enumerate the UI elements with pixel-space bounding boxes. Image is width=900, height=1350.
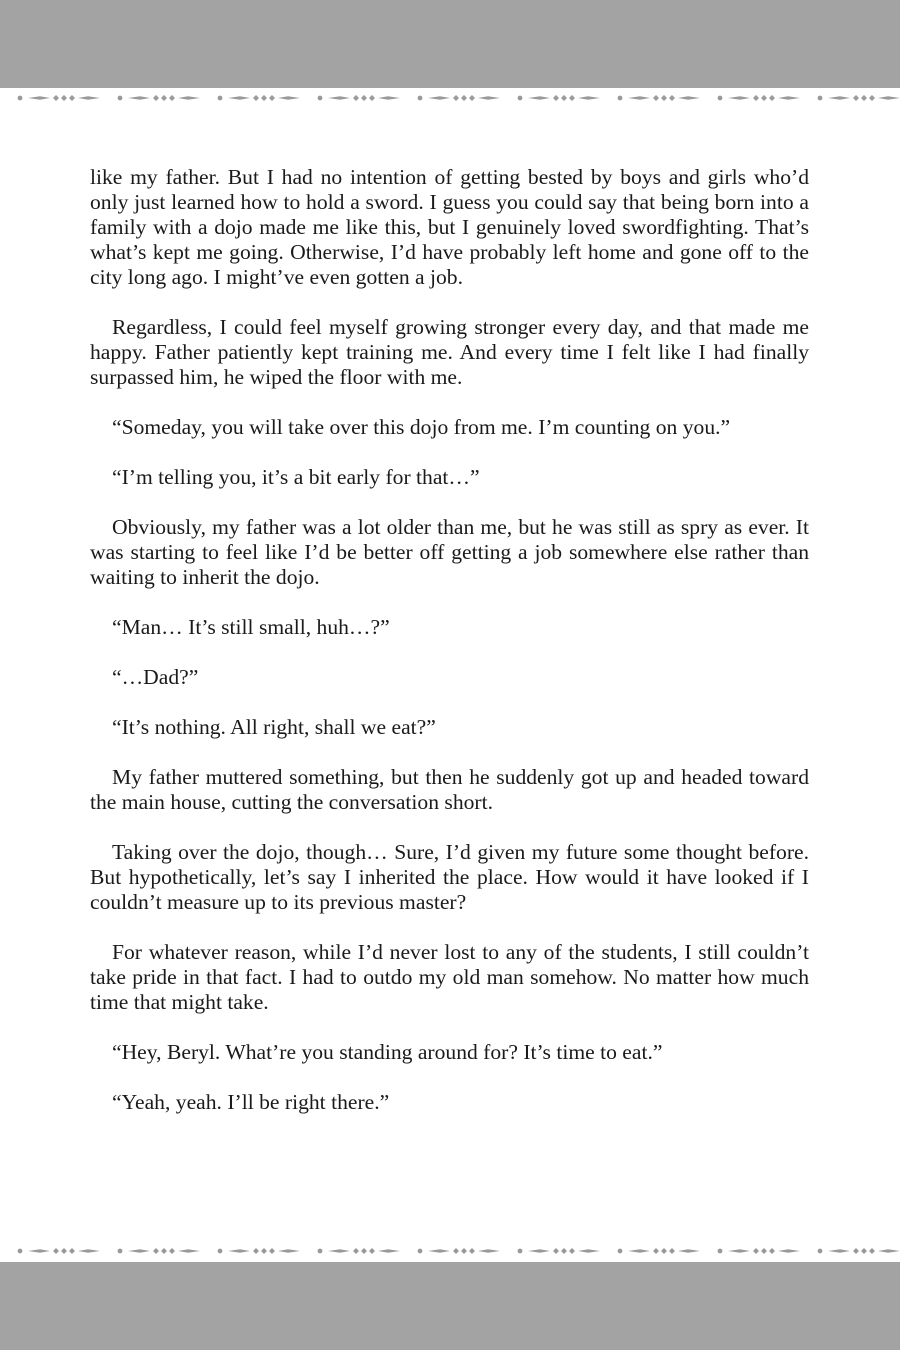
paragraph: My father muttered something, but then he suddenly got up and headed toward the main house, cutting the conversation short. (90, 765, 809, 814)
body-text (90, 165, 809, 1205)
paragraph: For whatever reason, while I’d never lost to any of the students, I still couldn’t take pride in that fact. I had to outdo my old man somehow. No matter how much time that might take. (90, 940, 809, 1014)
paragraph: “It’s nothing. All right, shall we eat?” (112, 715, 436, 739)
paragraph: “I’m telling you, it’s a bit early for that…” (112, 465, 480, 489)
paragraph: Taking over the dojo, though… Sure, I’d given my future some thought before. But hypothetically, let’s say I inherited the place. How would it have looked if I couldn’t measure up to its previous master? (90, 840, 809, 914)
paragraph: like my father. But I had no intention of getting bested by boys and girls who’d only just learned how to hold a sword. I guess you could say that being born into a family with a dojo made me like this, but I genuinely loved swordfighting. That’s what’s kept me going. Otherwise, I’d have probably left home and gone off to the city long ago. I might’ve even gotten a job. (90, 165, 809, 289)
paragraph: Regardless, I could feel myself growing stronger every day, and that made me happy. Father patiently kept training me. And every time I felt like I had finally surpassed him, he wiped the floor with me. (90, 315, 809, 389)
paragraph: Obviously, my father was a lot older than me, but he was still as spry as ever. It was starting to feel like I’d be better off getting a job somewhere else rather than waiting to inherit the dojo. (90, 515, 809, 589)
top-ornamental-divider (0, 92, 900, 104)
paragraph: “Man… It’s still small, huh…?” (112, 615, 390, 639)
bottom-ornamental-divider (0, 1245, 900, 1257)
paragraph: “Hey, Beryl. What’re you standing around for? It’s time to eat.” (112, 1040, 663, 1064)
top-gray-band (0, 0, 900, 88)
bottom-gray-band (0, 1262, 900, 1350)
paragraph: “Yeah, yeah. I’ll be right there.” (112, 1090, 390, 1114)
paragraph: “Someday, you will take over this dojo from me. I’m counting on you.” (112, 415, 731, 439)
paragraph: “…Dad?” (112, 665, 199, 689)
